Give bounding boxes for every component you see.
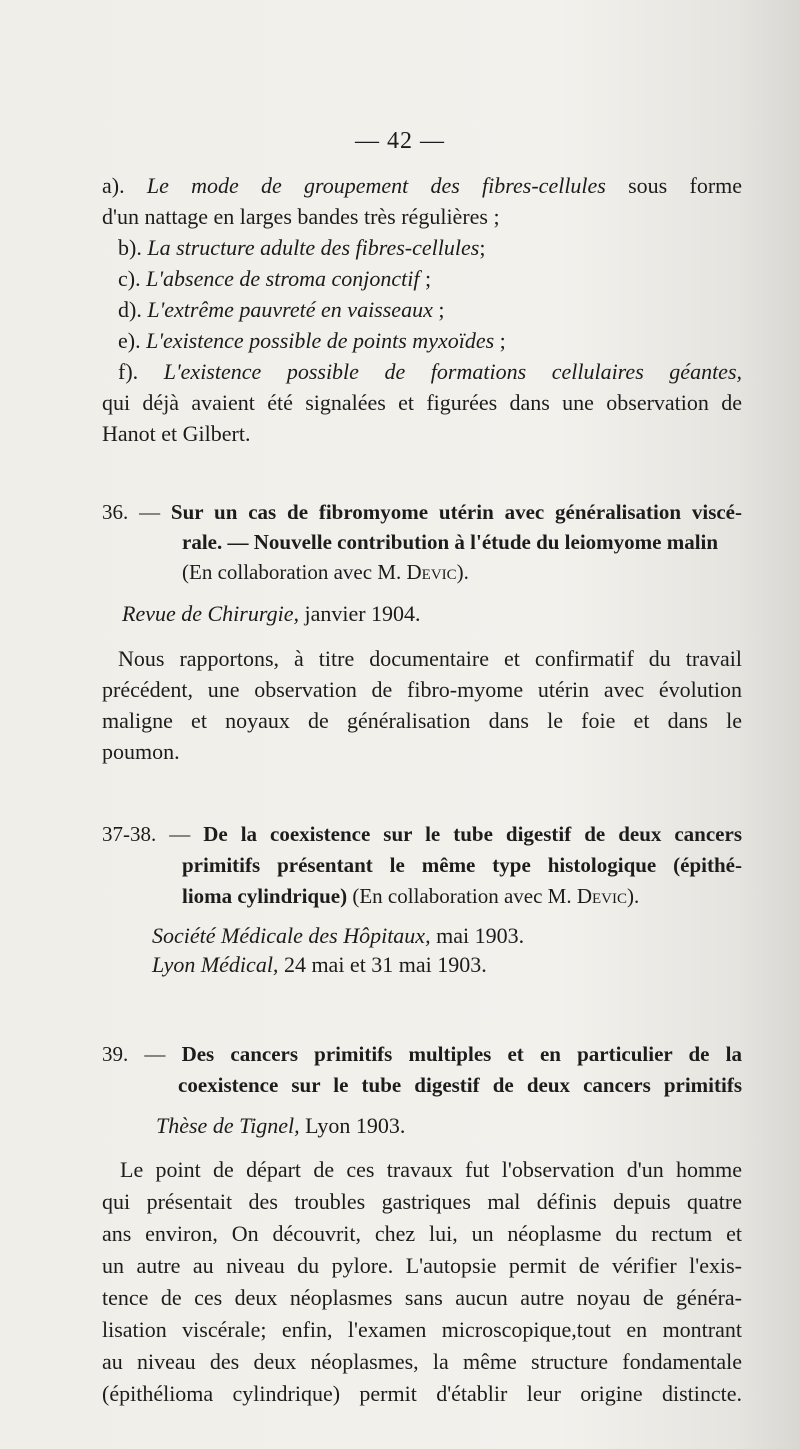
- list-item-f-continued: qui déjà avaient été signalées et figurées dans une observation de: [102, 390, 742, 415]
- list-item-c: c). L'absence de stroma conjonctif ;: [118, 266, 432, 291]
- entry-39-paragraph-5: tence de ces deux néoplasmes sans aucun autre noyau de généra-: [102, 1285, 742, 1310]
- entry-37-38-title-line-1: 37-38. — De la coexistence sur le tube digestif de deux cancers: [102, 822, 742, 846]
- entry-37-38-reference-1: Société Médicale des Hôpitaux, mai 1903.: [152, 923, 525, 948]
- entry-39-paragraph-1: Le point de départ de ces travaux fut l'observation d'un homme: [120, 1157, 742, 1182]
- entry-number: 39. —: [102, 1042, 166, 1066]
- entry-39-title-line-1: 39. — Des cancers primitifs multiples et en particulier de la: [102, 1042, 742, 1066]
- entry-37-38-title-line-3: lioma cylindrique) (En collaboration avec M. Devic).: [182, 884, 640, 908]
- entry-36-paragraph-4: poumon.: [102, 739, 180, 764]
- entry-39-title-line-2: coexistence sur le tube digestif de deux cancers primitifs: [178, 1073, 742, 1097]
- entry-36-paragraph-1: Nous rapportons, à titre documentaire et confirmatif du travail: [118, 646, 742, 671]
- entry-39-paragraph-2: qui présentait des troubles gastriques mal définis depuis quatre: [102, 1189, 742, 1214]
- list-item-e: e). L'existence possible de points myxoïdes ;: [118, 328, 506, 353]
- page-number: — 42 —: [355, 128, 445, 154]
- entry-39-reference: Thèse de Tignel, Lyon 1903.: [156, 1113, 406, 1138]
- list-item-a-continued: d'un nattage en larges bandes très régulières ;: [102, 204, 500, 229]
- entry-36-collaboration: (En collaboration avec M. Devic).: [182, 560, 469, 584]
- entry-number: 37-38. —: [102, 822, 191, 846]
- entry-36-title-line-1: 36. — Sur un cas de fibromyome utérin avec généralisation viscé-: [102, 500, 743, 524]
- entry-number: 36. —: [102, 500, 161, 524]
- entry-36-reference: Revue de Chirurgie, janvier 1904.: [122, 601, 421, 626]
- entry-39-paragraph-7: au niveau des deux néoplasmes, la même structure fondamentale: [102, 1349, 742, 1374]
- entry-39-paragraph-6: lisation viscérale; enfin, l'examen microscopique,tout en montrant: [102, 1317, 742, 1342]
- entry-39-paragraph-3: ans environ, On découvrit, chez lui, un néoplasme du rectum et: [102, 1221, 742, 1246]
- entry-37-38-title-line-2: primitifs présentant le même type histologique (épithé-: [182, 853, 742, 877]
- list-item-f: f). L'existence possible de formations cellulaires géantes,: [118, 359, 743, 384]
- entry-36-paragraph-3: maligne et noyaux de généralisation dans le foie et dans le: [102, 708, 742, 733]
- entry-36-paragraph-2: précédent, une observation de fibro-myome utérin avec évolution: [102, 677, 742, 702]
- list-item-d: d). L'extrême pauvreté en vaisseaux ;: [118, 297, 445, 322]
- entry-37-38-reference-2: Lyon Médical, 24 mai et 31 mai 1903.: [152, 952, 487, 977]
- entry-39-paragraph-8: (épithélioma cylindrique) permit d'établir leur origine distincte.: [102, 1381, 742, 1406]
- entry-39-paragraph-4: un autre au niveau du pylore. L'autopsie permit de vérifier l'exis-: [102, 1253, 742, 1278]
- entry-36-title-line-2: rale. — Nouvelle contribution à l'étude du leiomyome malin: [182, 530, 719, 554]
- list-item-a: a). Le mode de groupement des fibres-cellules sous forme: [102, 173, 743, 198]
- list-item-f-end: Hanot et Gilbert.: [102, 421, 251, 446]
- list-item-b: b). La structure adulte des fibres-cellules;: [118, 235, 486, 260]
